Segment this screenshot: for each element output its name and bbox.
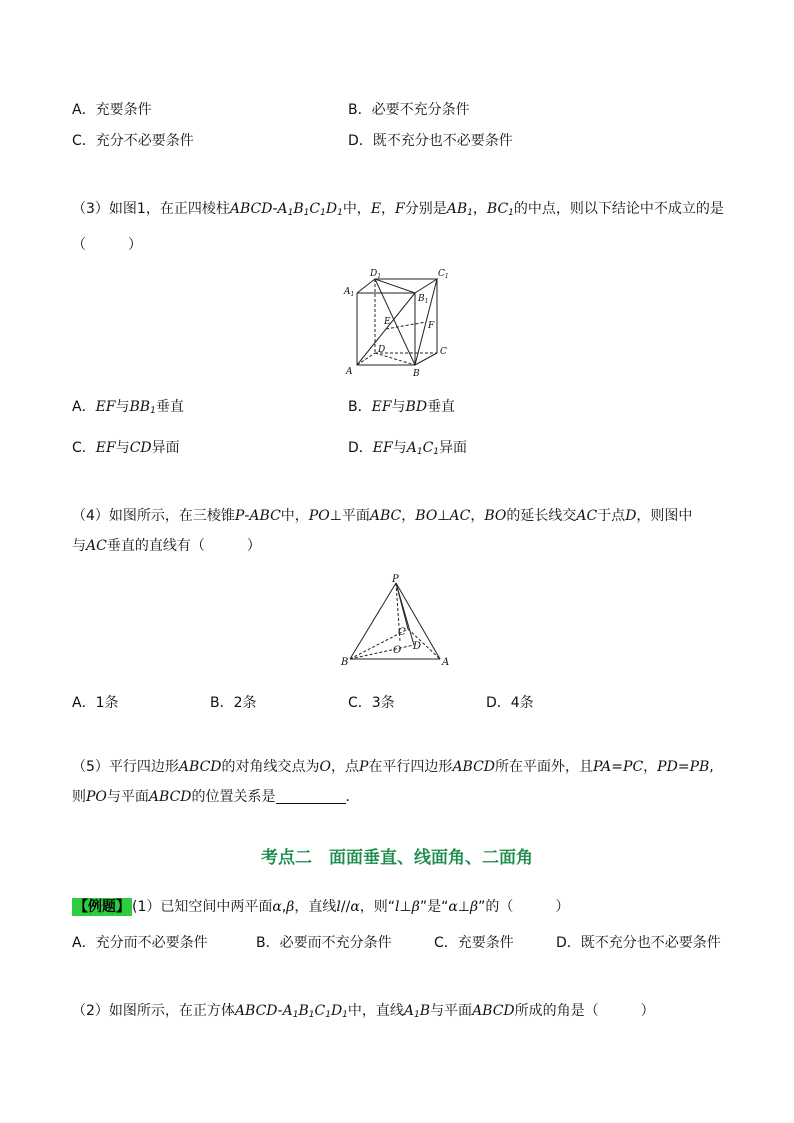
section-title: 考点二 面面垂直、线面角、二面角 xyxy=(261,848,533,868)
q5-stem-line1: （5）平行四边形ABCD的对角线交点为O，点P在平行四边形ABCD所在平面外，且PA=PC，PD=PB, xyxy=(72,759,714,775)
q3-option-b: B．EF与BD垂直 xyxy=(348,399,456,415)
label-E: E xyxy=(384,317,391,327)
q4-stem-line1: （4）如图所示，在三棱锥P-ABC中，PO⊥平面ABC，BO⊥AC，BO的延长线交AC于点D，则图中 xyxy=(72,508,693,524)
q3-answer-paren: （ ） xyxy=(72,237,142,253)
label-D1: $D_1$ xyxy=(370,269,382,280)
q2-option-c: C．充分不必要条件 xyxy=(72,133,194,149)
ex1-option-c: C．充要条件 xyxy=(434,935,514,951)
answer-blank[interactable] xyxy=(276,789,346,804)
label-P: P xyxy=(392,574,399,585)
q2-option-d: D．既不充分也不必要条件 xyxy=(348,133,513,149)
q3-prism-figure xyxy=(340,266,460,381)
q4-stem-line2: 与AC垂直的直线有（ ） xyxy=(72,538,261,554)
q4-option-b: B．2条 xyxy=(210,695,257,711)
q3-option-c: C．EF与CD异面 xyxy=(72,440,180,456)
ex1-option-a: A．充分而不必要条件 xyxy=(72,935,208,951)
example-tag: 【例题】 xyxy=(74,899,130,915)
label-F: F xyxy=(428,321,435,331)
q5-stem-line2: 则PO与平面ABCD的位置关系是 ． xyxy=(72,789,360,805)
example1-stem: 【例题】 (1）已知空间中两平面α,β，直线l//α，则“l⊥β”是“α⊥β”的（ ） xyxy=(74,899,570,915)
label-B1: $B_1$ xyxy=(418,294,429,305)
label-D: D xyxy=(378,345,386,355)
example2-stem: （2）如图所示，在正方体ABCD-$A_1B_1C_1D_1$中，直线$A_1B$与平面ABCD所成的角是（ ） xyxy=(72,1003,655,1020)
q3-option-d: D．EF与$A_1C_1$异面 xyxy=(348,440,468,457)
q2-option-b: B．必要不充分条件 xyxy=(348,102,470,118)
label-A: A xyxy=(442,657,450,668)
label-O: O xyxy=(393,645,402,656)
q4-pyramid-figure xyxy=(338,573,458,673)
q3-stem: （3）如图1，在正四棱柱ABCD-$A_1B_1C_1D_1$中，E，F分别是$AB_1$，$BC_1$的中点，则以下结论中不成立的是 xyxy=(72,201,724,218)
label-C: C xyxy=(440,347,447,357)
label-B: B xyxy=(413,369,420,379)
label-A: A xyxy=(346,367,353,377)
q4-option-d: D．4条 xyxy=(486,695,534,711)
q3-option-a: A．EF与$BB_1$垂直 xyxy=(72,399,184,416)
q4-option-c: C．3条 xyxy=(348,695,395,711)
q2-option-a: A．充要条件 xyxy=(72,102,152,118)
ex1-option-d: D．既不充分也不必要条件 xyxy=(556,935,721,951)
label-B: B xyxy=(341,657,349,668)
q4-option-a: A．1条 xyxy=(72,695,119,711)
label-C: C xyxy=(398,627,406,638)
label-A1: $A_1$ xyxy=(344,287,355,298)
label-C1: $C_1$ xyxy=(438,269,449,280)
ex1-option-b: B．必要而不充分条件 xyxy=(256,935,392,951)
label-D: D xyxy=(413,641,422,652)
